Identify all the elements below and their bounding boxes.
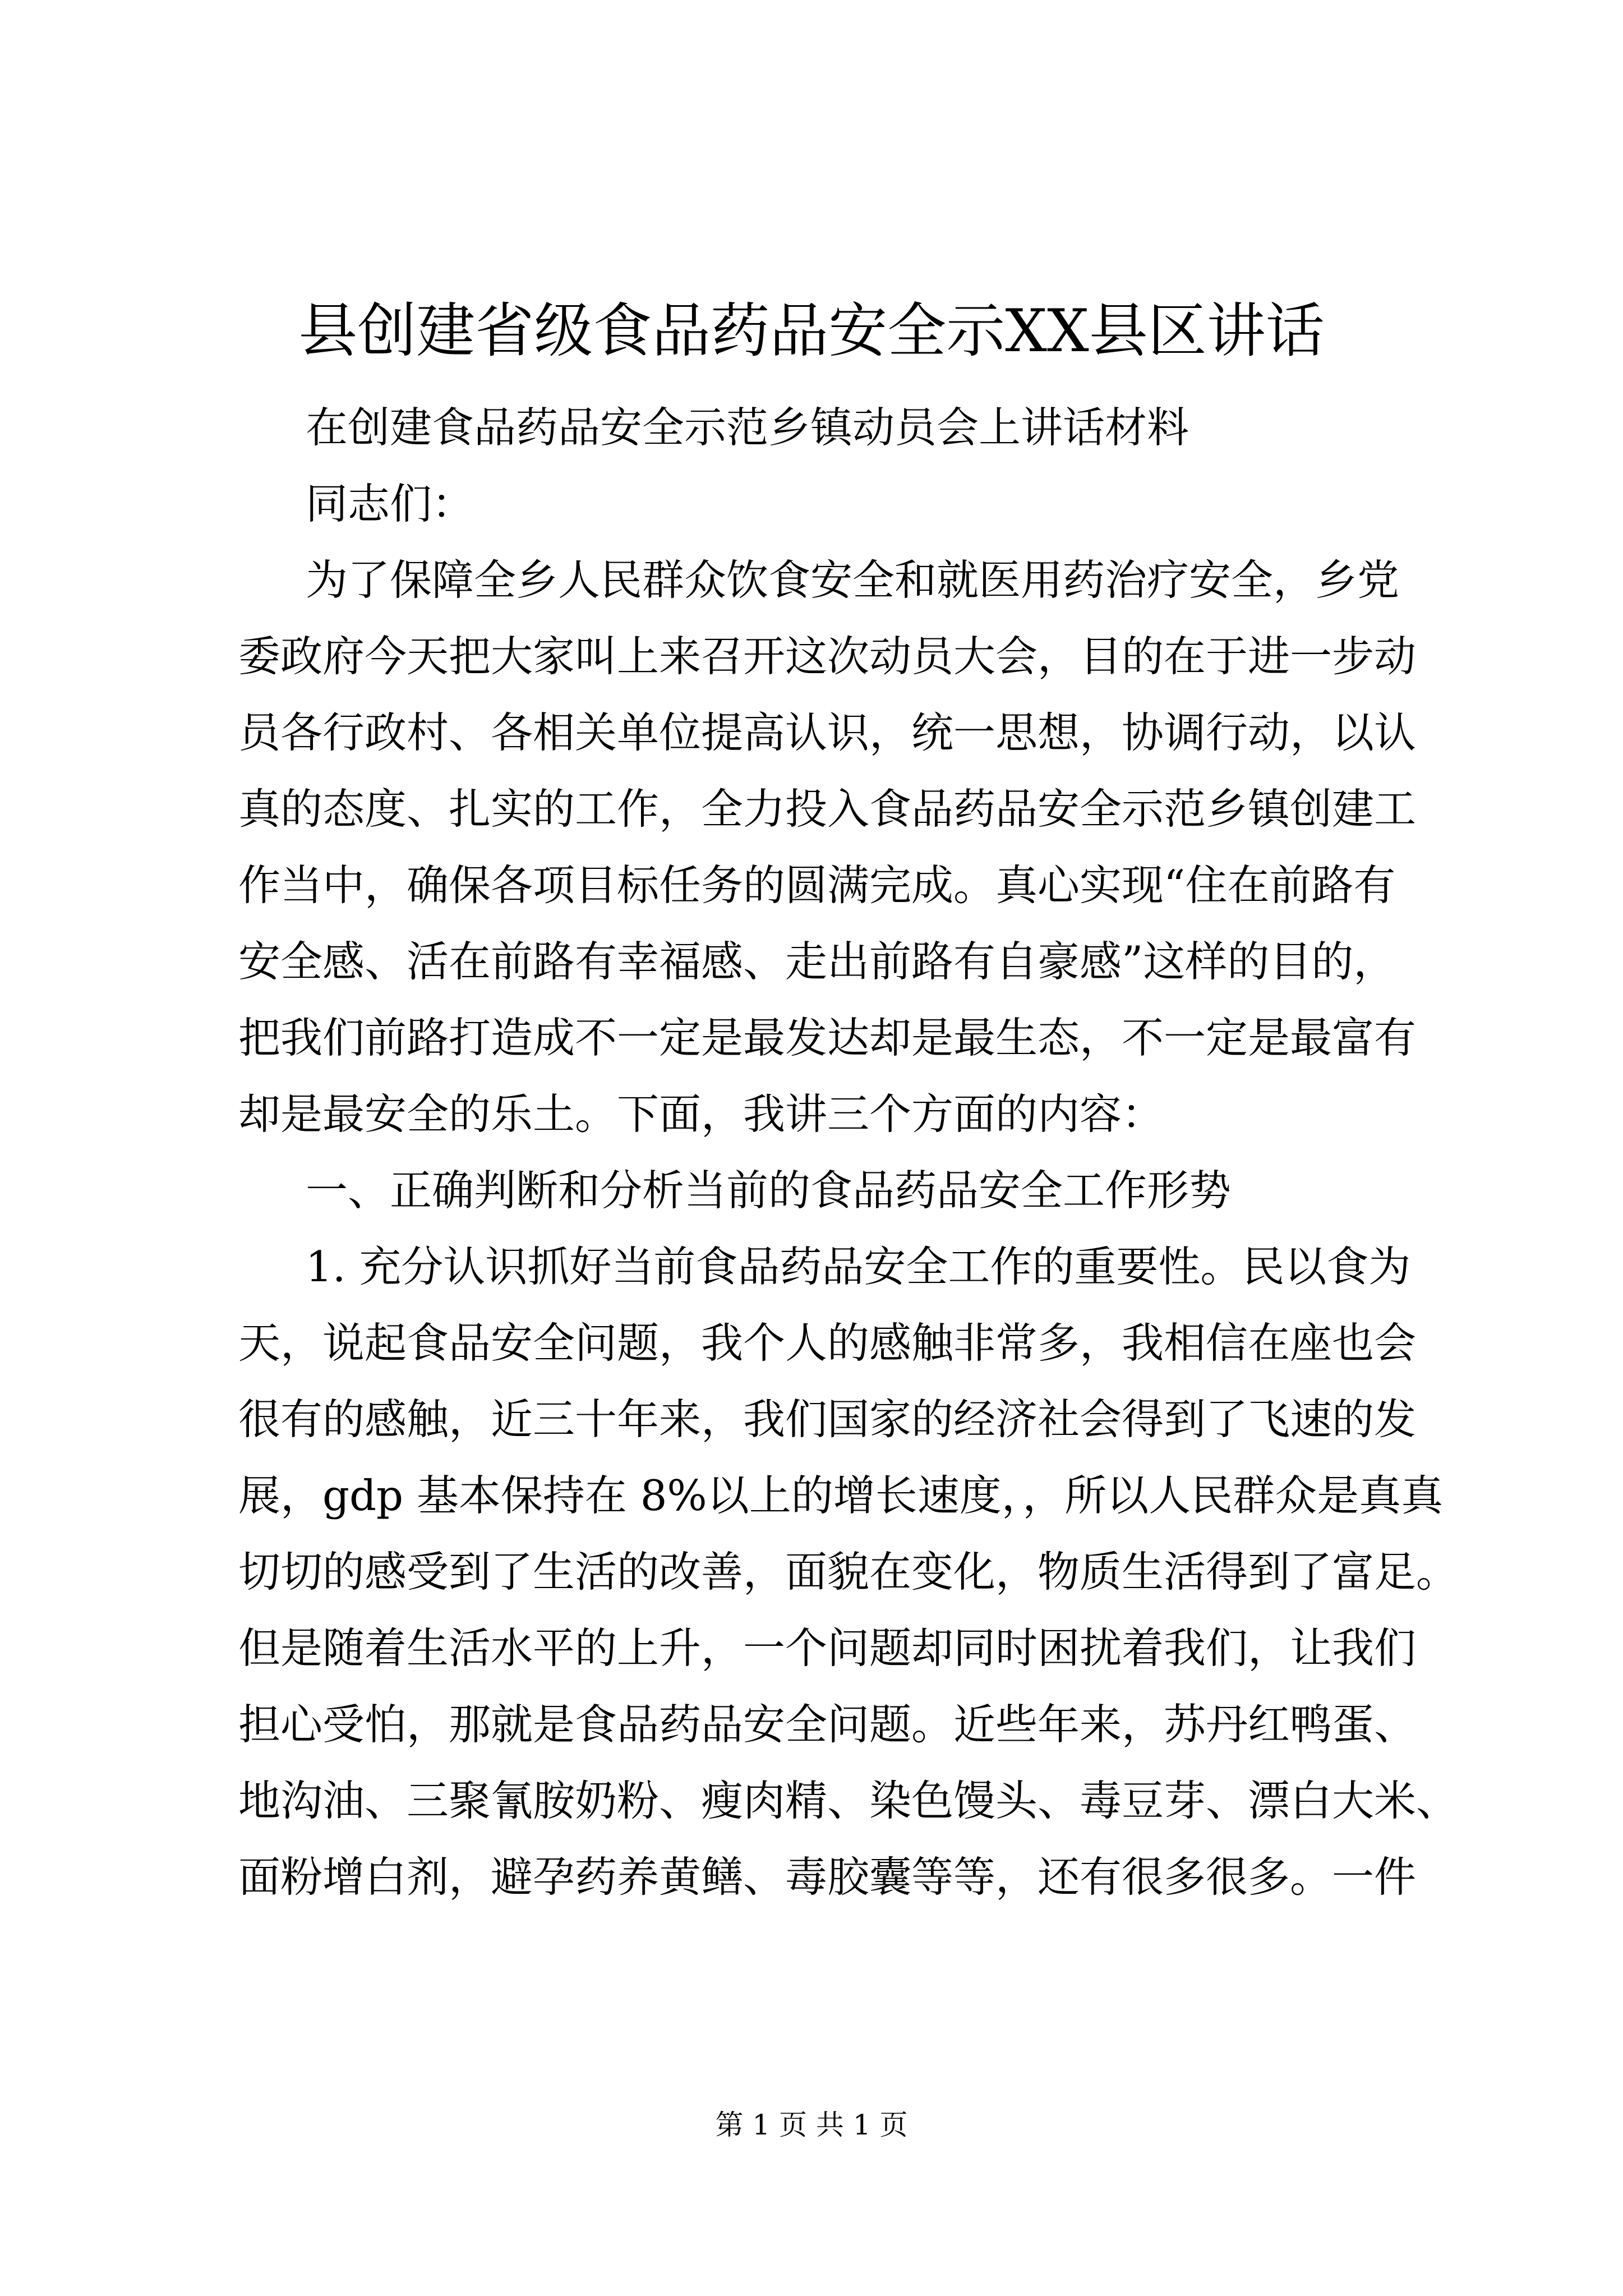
paragraph-line: 面粉增白剂，避孕药养黄鳝、毒胶囊等等，还有很多很多。一件 xyxy=(238,1852,1417,1902)
paragraph-line: 作当中，确保各项目标任务的圆满完成。真心实现“住在前路有 xyxy=(238,861,1396,910)
paragraph-line: 地沟油、三聚氰胺奶粉、瘦肉精、染色馒头、毒豆芽、漂白大米、 xyxy=(238,1776,1459,1825)
salutation-line: 同志们： xyxy=(306,479,474,528)
paragraph-line: 员各行政村、各相关单位提高认识，统一思想，协调行动，以认 xyxy=(238,708,1417,757)
paragraph-line: 1. 充分认识抓好当前食品药品安全工作的重要性。民以食为 xyxy=(306,1242,1411,1291)
paragraph-line: 展，gdp 基本保持在 8%以上的增长速度，，所以人民群众是真真 xyxy=(238,1471,1444,1520)
document-title: 县创建省级食品药品安全示XX县区讲话 xyxy=(298,297,1325,365)
section-heading: 一、正确判断和分析当前的食品药品安全工作形势 xyxy=(306,1166,1232,1215)
page-number-footer: 第 1 页 共 1 页 xyxy=(715,2109,908,2141)
subtitle-line: 在创建食品药品安全示范乡镇动员会上讲话材料 xyxy=(306,403,1189,452)
paragraph-line: 很有的感触，近三十年来，我们国家的经济社会得到了飞速的发 xyxy=(238,1395,1417,1444)
paragraph-line: 安全感、活在前路有幸福感、走出前路有自豪感”这样的目的， xyxy=(238,937,1396,986)
paragraph-line: 却是最安全的乐土。下面，我讲三个方面的内容： xyxy=(238,1089,1164,1139)
paragraph-line: 真的态度、扎实的工作，全力投入食品药品安全示范乡镇创建工 xyxy=(238,784,1417,834)
paragraph-line: 切切的感受到了生活的改善，面貌在变化，物质生活得到了富足。 xyxy=(238,1547,1459,1596)
paragraph-line: 但是随着生活水平的上升，一个问题却同时困扰着我们，让我们 xyxy=(238,1623,1417,1673)
paragraph-line: 天，说起食品安全问题，我个人的感触非常多，我相信在座也会 xyxy=(238,1318,1417,1368)
paragraph-line: 把我们前路打造成不一定是最发达却是最生态，不一定是最富有 xyxy=(238,1013,1417,1062)
paragraph-line: 委政府今天把大家叫上来召开这次动员大会，目的在于进一步动 xyxy=(238,632,1417,681)
paragraph-line: 为了保障全乡人民群众饮食安全和就医用药治疗安全，乡党 xyxy=(306,555,1400,605)
paragraph-line: 担心受怕，那就是食品药品安全问题。近些年来，苏丹红鸭蛋、 xyxy=(238,1700,1417,1749)
